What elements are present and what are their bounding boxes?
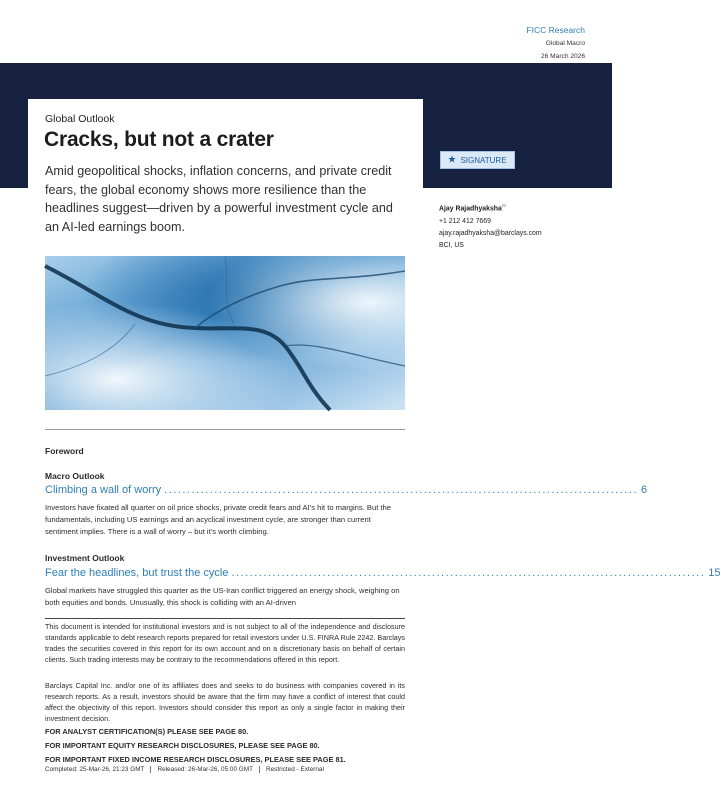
disclosure-divider bbox=[45, 618, 405, 619]
author-email[interactable]: ajay.rajadhyaksha@barclays.com bbox=[439, 229, 542, 237]
section-divider bbox=[45, 429, 405, 430]
research-unit: FICC Research bbox=[526, 25, 585, 35]
toc-page: 6 bbox=[641, 484, 648, 496]
toc-leader: ........................................................................................................ bbox=[231, 567, 706, 579]
report-kicker: Global Outlook bbox=[45, 113, 115, 125]
report-title: Cracks, but not a crater bbox=[44, 128, 274, 151]
author-marker: BI bbox=[501, 203, 507, 208]
equity-disclosure-link[interactable]: FOR IMPORTANT EQUITY RESEARCH DISCLOSURES, PLEASE SEE PAGE 80. bbox=[45, 741, 320, 750]
toc-leader: ........................................................................................................ bbox=[164, 484, 638, 496]
author-entity: BCI, US bbox=[439, 241, 464, 249]
report-masthead bbox=[526, 24, 585, 63]
toc-link-macro[interactable] bbox=[45, 484, 648, 496]
author-name: Ajay Rajadhyaksha bbox=[439, 205, 502, 213]
section-heading: Macro Outlook bbox=[45, 471, 105, 481]
footer-meta bbox=[45, 766, 330, 773]
badge-label: SIGNATURE bbox=[460, 155, 507, 165]
cracked-ice-photo bbox=[45, 256, 405, 410]
toc-link-investment[interactable] bbox=[45, 567, 721, 579]
released-timestamp: Released: 26-Mar-26, 05:00 GMT bbox=[150, 766, 259, 773]
report-series: Global Macro bbox=[545, 40, 585, 47]
completed-timestamp: Completed: 25-Mar-26, 21:23 GMT bbox=[45, 766, 145, 773]
toc-title: Climbing a wall of worry bbox=[45, 484, 162, 496]
author-phone[interactable]: +1 212 412 7669 bbox=[439, 217, 491, 225]
signature-badge bbox=[440, 151, 515, 169]
cracked-ice-image bbox=[45, 256, 405, 410]
section-heading: Investment Outlook bbox=[45, 553, 125, 563]
restriction-label: Restricted - External bbox=[259, 766, 330, 773]
disclosure-paragraph: This document is intended for institutional investors and is not subject to all of the independence and disclosure standards applicable to debt research reports prepared for retail investors under U.S. FINRA Rule 2242. Barclays trades the securities covered in this report for its own account and on a discretionary basis on behalf of certain clients. Such trading interests may be contrary to the recommendations offered in this report. bbox=[45, 622, 405, 664]
foreword-heading: Foreword bbox=[45, 446, 84, 456]
certification-link[interactable]: FOR ANALYST CERTIFICATION(S) PLEASE SEE PAGE 80. bbox=[45, 727, 249, 736]
report-date: 26 March 2026 bbox=[541, 53, 585, 60]
star-icon bbox=[448, 155, 456, 165]
fixed-income-disclosure-link[interactable]: FOR IMPORTANT FIXED INCOME RESEARCH DISCLOSURES, PLEASE SEE PAGE 81. bbox=[45, 755, 346, 764]
toc-title: Fear the headlines, but trust the cycle bbox=[45, 567, 229, 579]
section-summary: Investors have fixated all quarter on oil price shocks, private credit fears and AI’s hit to margins. But the fundamentals, including US earnings and an acyclical investment cycle, are stronger than current sentiment implies. There is a wall of worry – but it’s worth climbing. bbox=[45, 503, 391, 537]
section-summary: Global markets have struggled this quarter as the US-Iran conflict triggered an energy shock, weighing on both equities and bonds. Unusually, this shock is colliding with an AI-driven bbox=[45, 586, 400, 608]
toc-page: 15 bbox=[708, 567, 721, 579]
disclosure-paragraph: Barclays Capital Inc. and/or one of its affiliates does and seeks to do business with companies covered in its research reports. As a result, investors should be aware that the firm may have a conflict of interest that could affect the objectivity of this report. Investors should consider this report as only a single factor in making their investment decision. bbox=[45, 681, 405, 723]
report-dek: Amid geopolitical shocks, inflation concerns, and private credit fears, the global economy shows more resilience than the headlines suggest—driven by a powerful investment cycle and an AI-led earnings boom. bbox=[45, 164, 393, 234]
author-block bbox=[439, 200, 542, 252]
